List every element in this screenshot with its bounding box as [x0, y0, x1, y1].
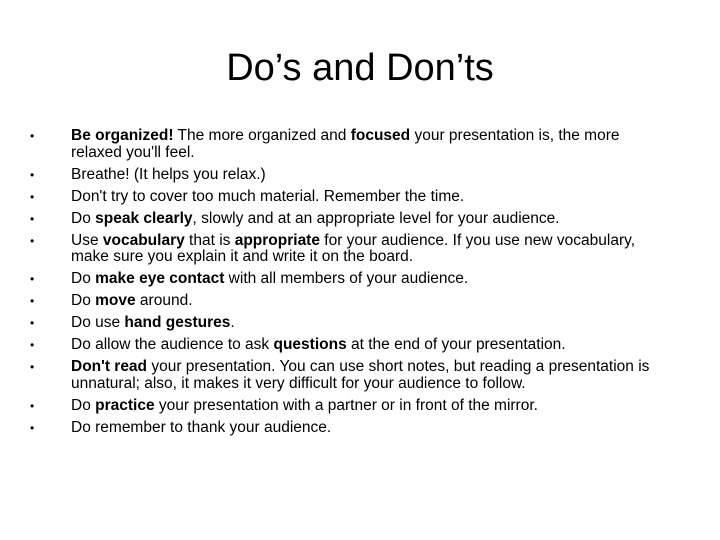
bullet-text: Do allow the audience to ask [71, 336, 274, 354]
bullet-text: Do use [71, 314, 125, 332]
bullet-marker: • [30, 294, 35, 309]
bullet-item [28, 167, 668, 184]
bullet-text-bold: hand gestures [124, 314, 231, 332]
bullet-text: your presentation. You can use short notes, but reading a presentation is unnatural; also, it makes it very difficult for your audience to follow. [71, 358, 650, 392]
bullet-text: at the end of your presentation. [346, 336, 566, 354]
bullet-text: that is [184, 231, 235, 249]
bullet-marker: • [30, 316, 35, 331]
bullet-item [28, 271, 668, 288]
bullet-text: Breathe! (It helps you relax.) [71, 165, 266, 183]
bullet-list [28, 128, 668, 442]
bullet-text-bold: Be organized! [71, 127, 174, 144]
bullet-text: your presentation with a partner or in front of the mirror. [154, 396, 538, 414]
bullet-text: . [230, 314, 235, 332]
bullet-text-bold: speak clearly [95, 209, 193, 227]
bullet-marker: • [30, 233, 35, 248]
bullet-text: Do [71, 396, 96, 414]
bullet-text-bold: Don't read [71, 358, 148, 376]
bullet-text: , slowly and at an appropriate level for your audience. [192, 209, 560, 227]
bullet-marker: • [30, 398, 35, 413]
bullet-text: with all members of your audience. [224, 270, 469, 288]
bullet-text: around. [135, 292, 193, 310]
bullet-text: Do [71, 270, 96, 288]
bullet-text-bold: practice [95, 396, 155, 414]
bullet-text-bold: vocabulary [102, 231, 185, 249]
bullet-marker: • [30, 272, 35, 287]
bullet-text: Use [71, 231, 103, 249]
bullet-text: for your audience. If you use new vocabulary, make sure you explain it and write it on the board. [71, 231, 636, 266]
bullet-item [28, 337, 668, 354]
bullet-marker: • [30, 338, 35, 353]
bullet-item [28, 359, 668, 392]
slide-title: Do’s and Don’ts [226, 47, 494, 89]
bullet-text-bold: move [95, 292, 136, 310]
bullet-item [28, 233, 668, 266]
bullet-marker: • [30, 189, 35, 204]
bullet-item [28, 398, 668, 415]
bullet-item [28, 211, 668, 228]
bullet-item [28, 128, 668, 161]
bullet-text-bold: questions [273, 336, 347, 354]
bullet-item [28, 293, 668, 310]
bullet-text: The more organized and [173, 127, 351, 144]
bullet-text: Do [71, 209, 96, 227]
bullet-text-bold: focused [350, 127, 411, 144]
bullet-item [28, 420, 668, 437]
bullet-text: your presentation is, the more relaxed you'll feel. [71, 127, 620, 161]
bullet-item [28, 189, 668, 206]
bullet-text: Do [71, 292, 96, 310]
bullet-text: Do remember to thank your audience. [71, 418, 332, 436]
bullet-marker: • [30, 211, 35, 226]
bullet-item [28, 315, 668, 332]
bullet-text-bold: appropriate [234, 231, 320, 249]
bullet-marker: • [30, 129, 35, 143]
bullet-marker: • [30, 360, 35, 375]
bullet-text: Don't try to cover too much material. Remember the time. [71, 187, 465, 205]
bullet-marker: • [30, 420, 35, 435]
bullet-marker: • [30, 167, 35, 182]
bullet-text-bold: make eye contact [95, 270, 225, 288]
